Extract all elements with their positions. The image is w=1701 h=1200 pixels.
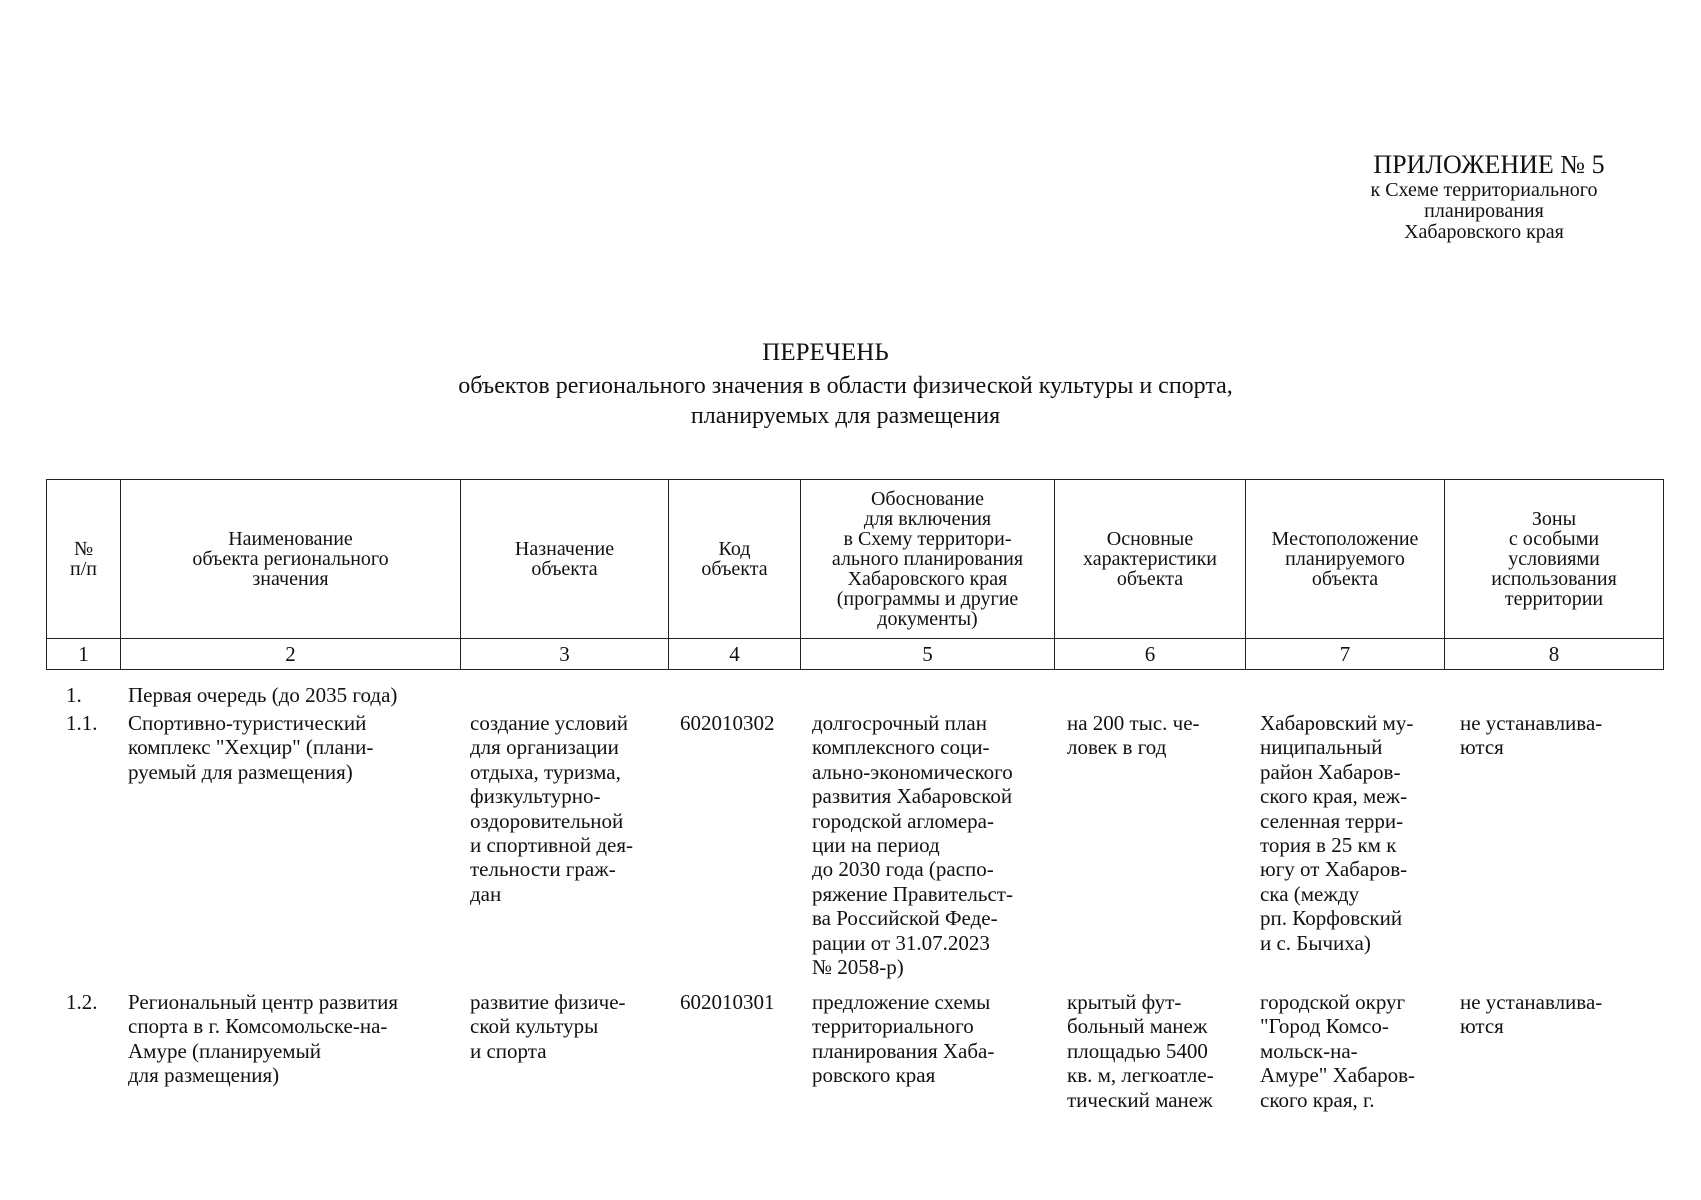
row-number: 1.2.: [66, 990, 98, 1014]
appendix-title: ПРИЛОЖЕНИЕ № 5: [1373, 150, 1605, 179]
appendix-line-3: Хабаровского края: [1404, 221, 1564, 243]
header-cell-characteristics: Основные характеристики объекта: [1055, 480, 1246, 639]
document-subtitle-2: планируемых для размещения: [690, 403, 1001, 429]
row-number: 1.1.: [66, 711, 98, 735]
column-number-row: [47, 639, 1664, 670]
column-number: 6: [1055, 639, 1246, 670]
document-heading: [0, 338, 1701, 428]
column-number: 2: [121, 639, 461, 670]
object-purpose: развитие физиче- ской культуры и спорта: [470, 990, 626, 1063]
object-name: Региональный центр развития спорта в г. Комсомольске-на- Амуре (планируемый для размещения): [128, 990, 399, 1088]
header-row: [47, 480, 1664, 639]
inclusion-basis: предложение схемы территориального планирования Хаба- ровского края: [812, 990, 995, 1088]
column-number: 3: [461, 639, 669, 670]
header-cell-location: Местоположение планируемого объекта: [1246, 480, 1445, 639]
header-cell-basis: Обоснование для включения в Схему территори- ального планирования Хабаровского края (программы и другие документы): [801, 480, 1055, 639]
object-location: городской округ "Город Комсо- мольск-на- Амуре" Хабаров- ского края, г.: [1260, 990, 1415, 1112]
special-zones: не устанавлива- ются: [1460, 711, 1603, 760]
document-title: ПЕРЕЧЕНЬ: [762, 339, 889, 366]
table-header: [46, 479, 1664, 670]
header-cell-code: Код объекта: [669, 480, 801, 639]
object-characteristics: на 200 тыс. че- ловек в год: [1067, 711, 1200, 760]
header-cell-name: Наименование объекта регионального значения: [121, 480, 461, 639]
section-title: Первая очередь (до 2035 года): [128, 683, 398, 707]
column-number: 8: [1445, 639, 1664, 670]
object-characteristics: крытый фут- больный манеж площадью 5400 кв. м, легкоатле- тический манеж: [1067, 990, 1214, 1112]
header-cell-zones: Зоны с особыми условиями использования территории: [1445, 480, 1664, 639]
appendix-line-2: планирования: [1424, 200, 1544, 222]
section-number: 1.: [66, 683, 82, 707]
appendix-line-1: к Схеме территориального: [1370, 179, 1598, 201]
header-cell-number: № п/п: [47, 480, 121, 639]
object-name: Спортивно-туристический комплекс "Хехцир" (плани- руемый для размещения): [128, 711, 374, 784]
object-code: 602010302: [680, 711, 775, 735]
column-number: 5: [801, 639, 1055, 670]
object-purpose: создание условий для организации отдыха, туризма, физкультурно- оздоровительной и спортивной дея- тельности граж- дан: [470, 711, 633, 906]
inclusion-basis: долгосрочный план комплексного соци- ально-экономического развития Хабаровской городской агломера- ции на период до 2030 года (распо- ряжение Правительст- ва Российской Феде- рации от 31.07.2023 № 2058-р): [812, 711, 1013, 980]
document-subtitle-1: объектов регионального значения в области физической культуры и спорта,: [458, 373, 1233, 399]
column-number: 4: [669, 639, 801, 670]
special-zones: не устанавлива- ются: [1460, 990, 1603, 1039]
column-number: 1: [47, 639, 121, 670]
header-cell-purpose: Назначение объекта: [461, 480, 669, 639]
appendix-block: [1319, 150, 1649, 243]
object-location: Хабаровский му- ниципальный район Хабаров- ского края, меж- селенная терри- тория в 25 км к югу от Хабаров- ска (между рп. Корфовский и с. Бычиха): [1260, 711, 1414, 955]
object-code: 602010301: [680, 990, 775, 1014]
column-number: 7: [1246, 639, 1445, 670]
